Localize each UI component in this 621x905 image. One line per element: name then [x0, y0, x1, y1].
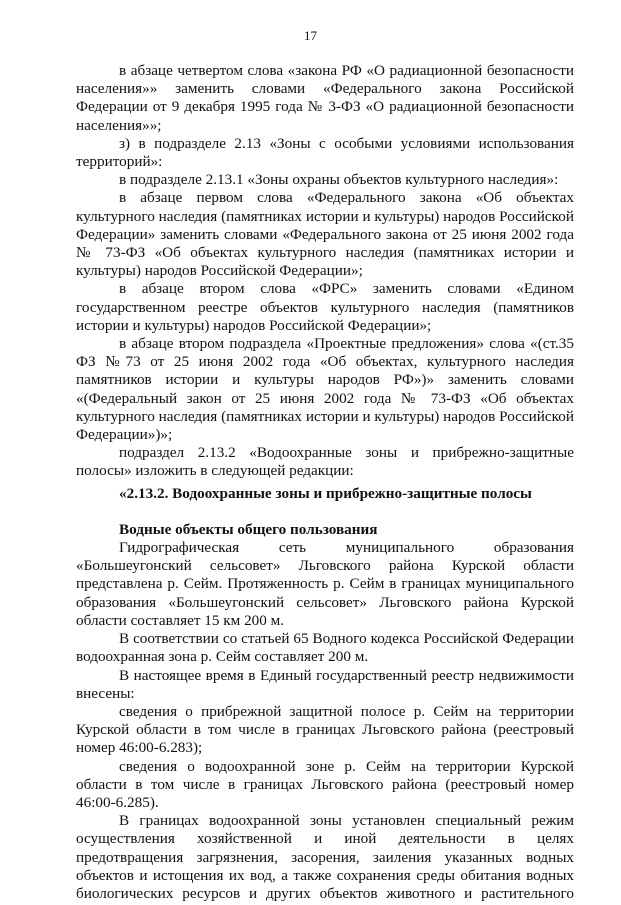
sub-heading: Водные объекты общего пользования: [119, 520, 378, 538]
paragraph-registry-intro: В настоящее время в Единый государственный реестр недвижимости внесены:: [76, 666, 574, 702]
paragraph-subsection-2-13-2: подраздел 2.13.2 «Водоохранные зоны и прибрежно-защитные полосы» изложить в следующей редакции:: [76, 444, 574, 480]
paragraph-project-proposals: в абзаце втором подраздела «Проектные предложения» слова «(ст.35 ФЗ №73 от 25 июня 2002 года «Об объектах, культурного наследия памятников истории и культуры народов РФ»)» заменить словами «(Федеральный закон от 25 июня 2002 года № 73-ФЗ «Об объектах культурного наследия (памятниках истории и культуры) народов Российской Федерации»)»;: [76, 335, 574, 444]
paragraph-radiation-law: в абзаце четвертом слова «закона РФ «О радиационной безопасности населения»» заменить словами «Федерального закона Российской Федерации от 9 декабря 1995 года № 3-ФЗ «О радиационной безопасности населения»»;: [76, 62, 574, 134]
section-heading: «2.13.2. Водоохранные зоны и прибрежно-защитные полосы: [119, 484, 532, 502]
paragraph-second-abzac: в абзаце втором слова «ФРС» заменить словами «Едином государственном реестре объектов культурного наследия (памятников истории и культуры) народов Российской Федерации»;: [76, 280, 574, 334]
paragraph-first-abzac: в абзаце первом слова «Федерального закона «Об объектах культурного наследия (памятниках истории и культуры) народов Российской Федерации» заменить словами «Федерального закона от 25 июня 2002 года № 73-ФЗ «Об объектах культурного наследия (памятниках истории и культуры) народов Российской Федерации»;: [76, 189, 574, 280]
document-body: [76, 62, 574, 903]
paragraph-special-regime: В границах водоохранной зоны установлен специальный режим осуществления хозяйственной и иной деятельности в целях предотвращения загрязнения, засорения, заиления указанных водных объектов и истощения их вод, а также сохранения среды обитания водных биологических ресурсов и других объектов животного и растительного: [76, 812, 574, 902]
paragraph-water-code: В соответствии со статьей 65 Водного кодекса Российской Федерации водоохранная зона р. Сейм составляет 200 м.: [76, 630, 574, 666]
paragraph-coastal-strip: сведения о прибрежной защитной полосе р. Сейм на территории Курской области в том числе в границах Льговского района (реестровый номер 46:00-6.283);: [76, 702, 574, 757]
paragraph-subsection-2-13: з) в подразделе 2.13 «Зоны с особыми условиями использования территорий»:: [76, 134, 574, 171]
paragraph-hydrographic-network: Гидрографическая сеть муниципального образования «Большеугонский сельсовет» Льговского района Курской области представлена р. Сейм. Протяженность р. Сейм в границах муниципального образования «Большеугонский сельсовет» Льговского района Курской области составляет 15 км 200 м.: [76, 539, 574, 629]
paragraph-subsection-2-13-1: в подразделе 2.13.1 «Зоны охраны объектов культурного наследия»:: [119, 171, 559, 189]
paragraph-water-protection-zone: сведения о водоохранной зоне р. Сейм на территории Курской области в том числе в границах Льговского района (реестровый номер 46:00-6.285).: [76, 757, 574, 811]
page-number: 17: [304, 28, 317, 43]
